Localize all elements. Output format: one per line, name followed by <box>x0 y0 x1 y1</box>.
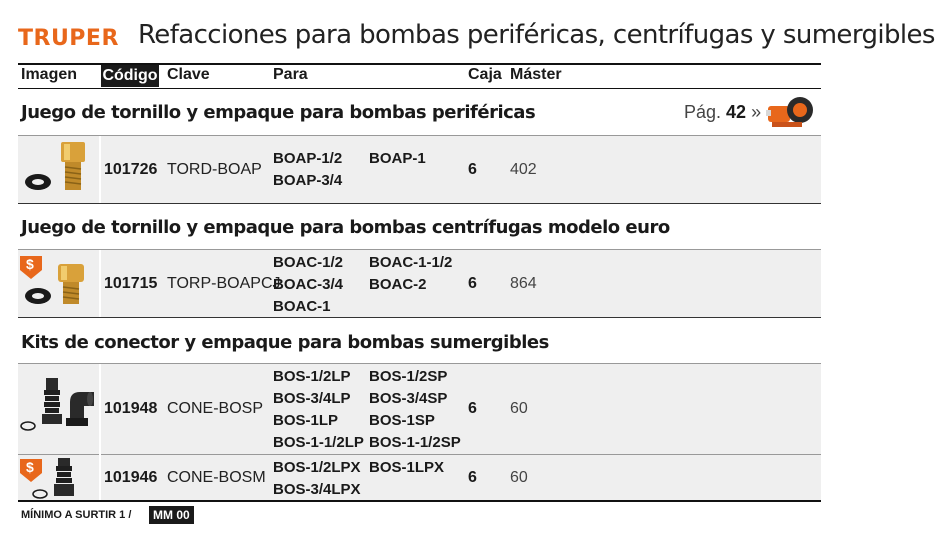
cell-master: 60 <box>510 400 528 417</box>
row-divider <box>18 203 821 204</box>
col-header-imagen: Imagen <box>21 66 78 83</box>
minimum-order-text: MÍNIMO A SURTIR 1 / <box>21 509 132 521</box>
col-header-master: Máster <box>510 66 562 83</box>
col-header-codigo: Código <box>101 65 159 87</box>
cell-clave: CONE-BOSP <box>167 400 264 417</box>
cell-clave: TORP-BOAPCJ <box>167 275 281 292</box>
cell-clave: TORD-BOAP <box>167 161 262 178</box>
column-divider <box>99 250 101 317</box>
cell-clave: CONE-BOSM <box>167 469 266 486</box>
cell-para-col2 <box>369 366 461 454</box>
col-header-clave: Clave <box>167 66 210 83</box>
cell-caja: 6 <box>468 469 477 486</box>
brass-screw-with-gasket-icon <box>24 140 94 198</box>
page-reference-label: Pág. <box>684 102 722 122</box>
cell-master: 60 <box>510 469 528 486</box>
cell-master: 402 <box>510 161 537 178</box>
cell-master: 864 <box>510 275 537 292</box>
para-model: BOAC-1/2 <box>273 254 344 271</box>
cell-para-col2 <box>369 457 444 479</box>
col-header-para: Para <box>273 66 308 83</box>
cell-para-col2 <box>369 148 426 170</box>
para-model: BOS-1SP <box>369 412 435 429</box>
peripheral-pump-icon <box>766 92 816 132</box>
cell-para-col1 <box>273 457 361 501</box>
section-title-sumergibles: Kits de conector y empaque para bombas sumergibles <box>21 332 549 353</box>
cell-codigo: 101715 <box>104 275 158 292</box>
truper-logo: TRUPER <box>18 26 119 51</box>
cell-codigo: 101726 <box>104 161 158 178</box>
cell-caja: 6 <box>468 161 477 178</box>
page-title: Refacciones para bombas periféricas, centrífugas y sumergibles <box>138 20 935 50</box>
col-header-caja: Caja <box>468 66 502 83</box>
brass-screw-with-gasket-icon <box>24 262 94 310</box>
cell-codigo: 101948 <box>104 400 158 417</box>
column-divider <box>99 136 101 203</box>
page-reference-arrow: » <box>751 102 762 122</box>
para-model: BOAP-3/4 <box>273 172 343 189</box>
para-model: BOS-1-1/2SP <box>369 434 461 451</box>
section-title-perifericas: Juego de tornillo y empaque para bombas periféricas <box>21 102 536 123</box>
cell-caja: 6 <box>468 275 477 292</box>
header-bottom-rule <box>18 88 821 89</box>
para-model: BOS-1/2SP <box>369 368 448 385</box>
para-model: BOAP-1/2 <box>273 150 343 167</box>
para-model: BOS-1-1/2LP <box>273 434 364 451</box>
cell-para-col2 <box>369 252 452 296</box>
hose-connector-icon <box>30 456 90 500</box>
para-model: BOS-3/4LPX <box>273 481 361 498</box>
para-model: BOAC-2 <box>369 276 427 293</box>
cell-para-col1 <box>273 148 342 192</box>
page-reference-number: 42 <box>726 102 747 122</box>
para-model: BOAP-1 <box>369 150 426 167</box>
page-reference[interactable] <box>684 102 761 123</box>
cell-caja: 6 <box>468 400 477 417</box>
para-model: BOS-1LP <box>273 412 339 429</box>
cell-codigo: 101946 <box>104 469 158 486</box>
para-model: BOS-3/4SP <box>369 390 448 407</box>
hose-connector-and-elbow-icon <box>18 372 98 434</box>
table-bottom-rule <box>18 500 821 502</box>
para-model: BOAC-1-1/2 <box>369 254 453 271</box>
cell-para-col1 <box>273 252 343 318</box>
para-model: BOAC-3/4 <box>273 276 344 293</box>
price-badge-symbol: $ <box>26 256 34 272</box>
column-divider <box>99 364 101 500</box>
para-model: BOS-1/2LP <box>273 368 351 385</box>
row-divider <box>18 317 821 318</box>
price-badge-symbol: $ <box>26 459 34 475</box>
para-model: BOS-1/2LPX <box>273 459 361 476</box>
para-model: BOS-3/4LP <box>273 390 351 407</box>
cell-para-col1 <box>273 366 364 454</box>
para-model: BOS-1LPX <box>369 459 445 476</box>
unit-badge: MM 00 <box>149 506 194 524</box>
para-model: BOAC-1 <box>273 298 331 315</box>
section-title-centrifugas: Juego de tornillo y empaque para bombas centrífugas modelo euro <box>21 217 670 238</box>
